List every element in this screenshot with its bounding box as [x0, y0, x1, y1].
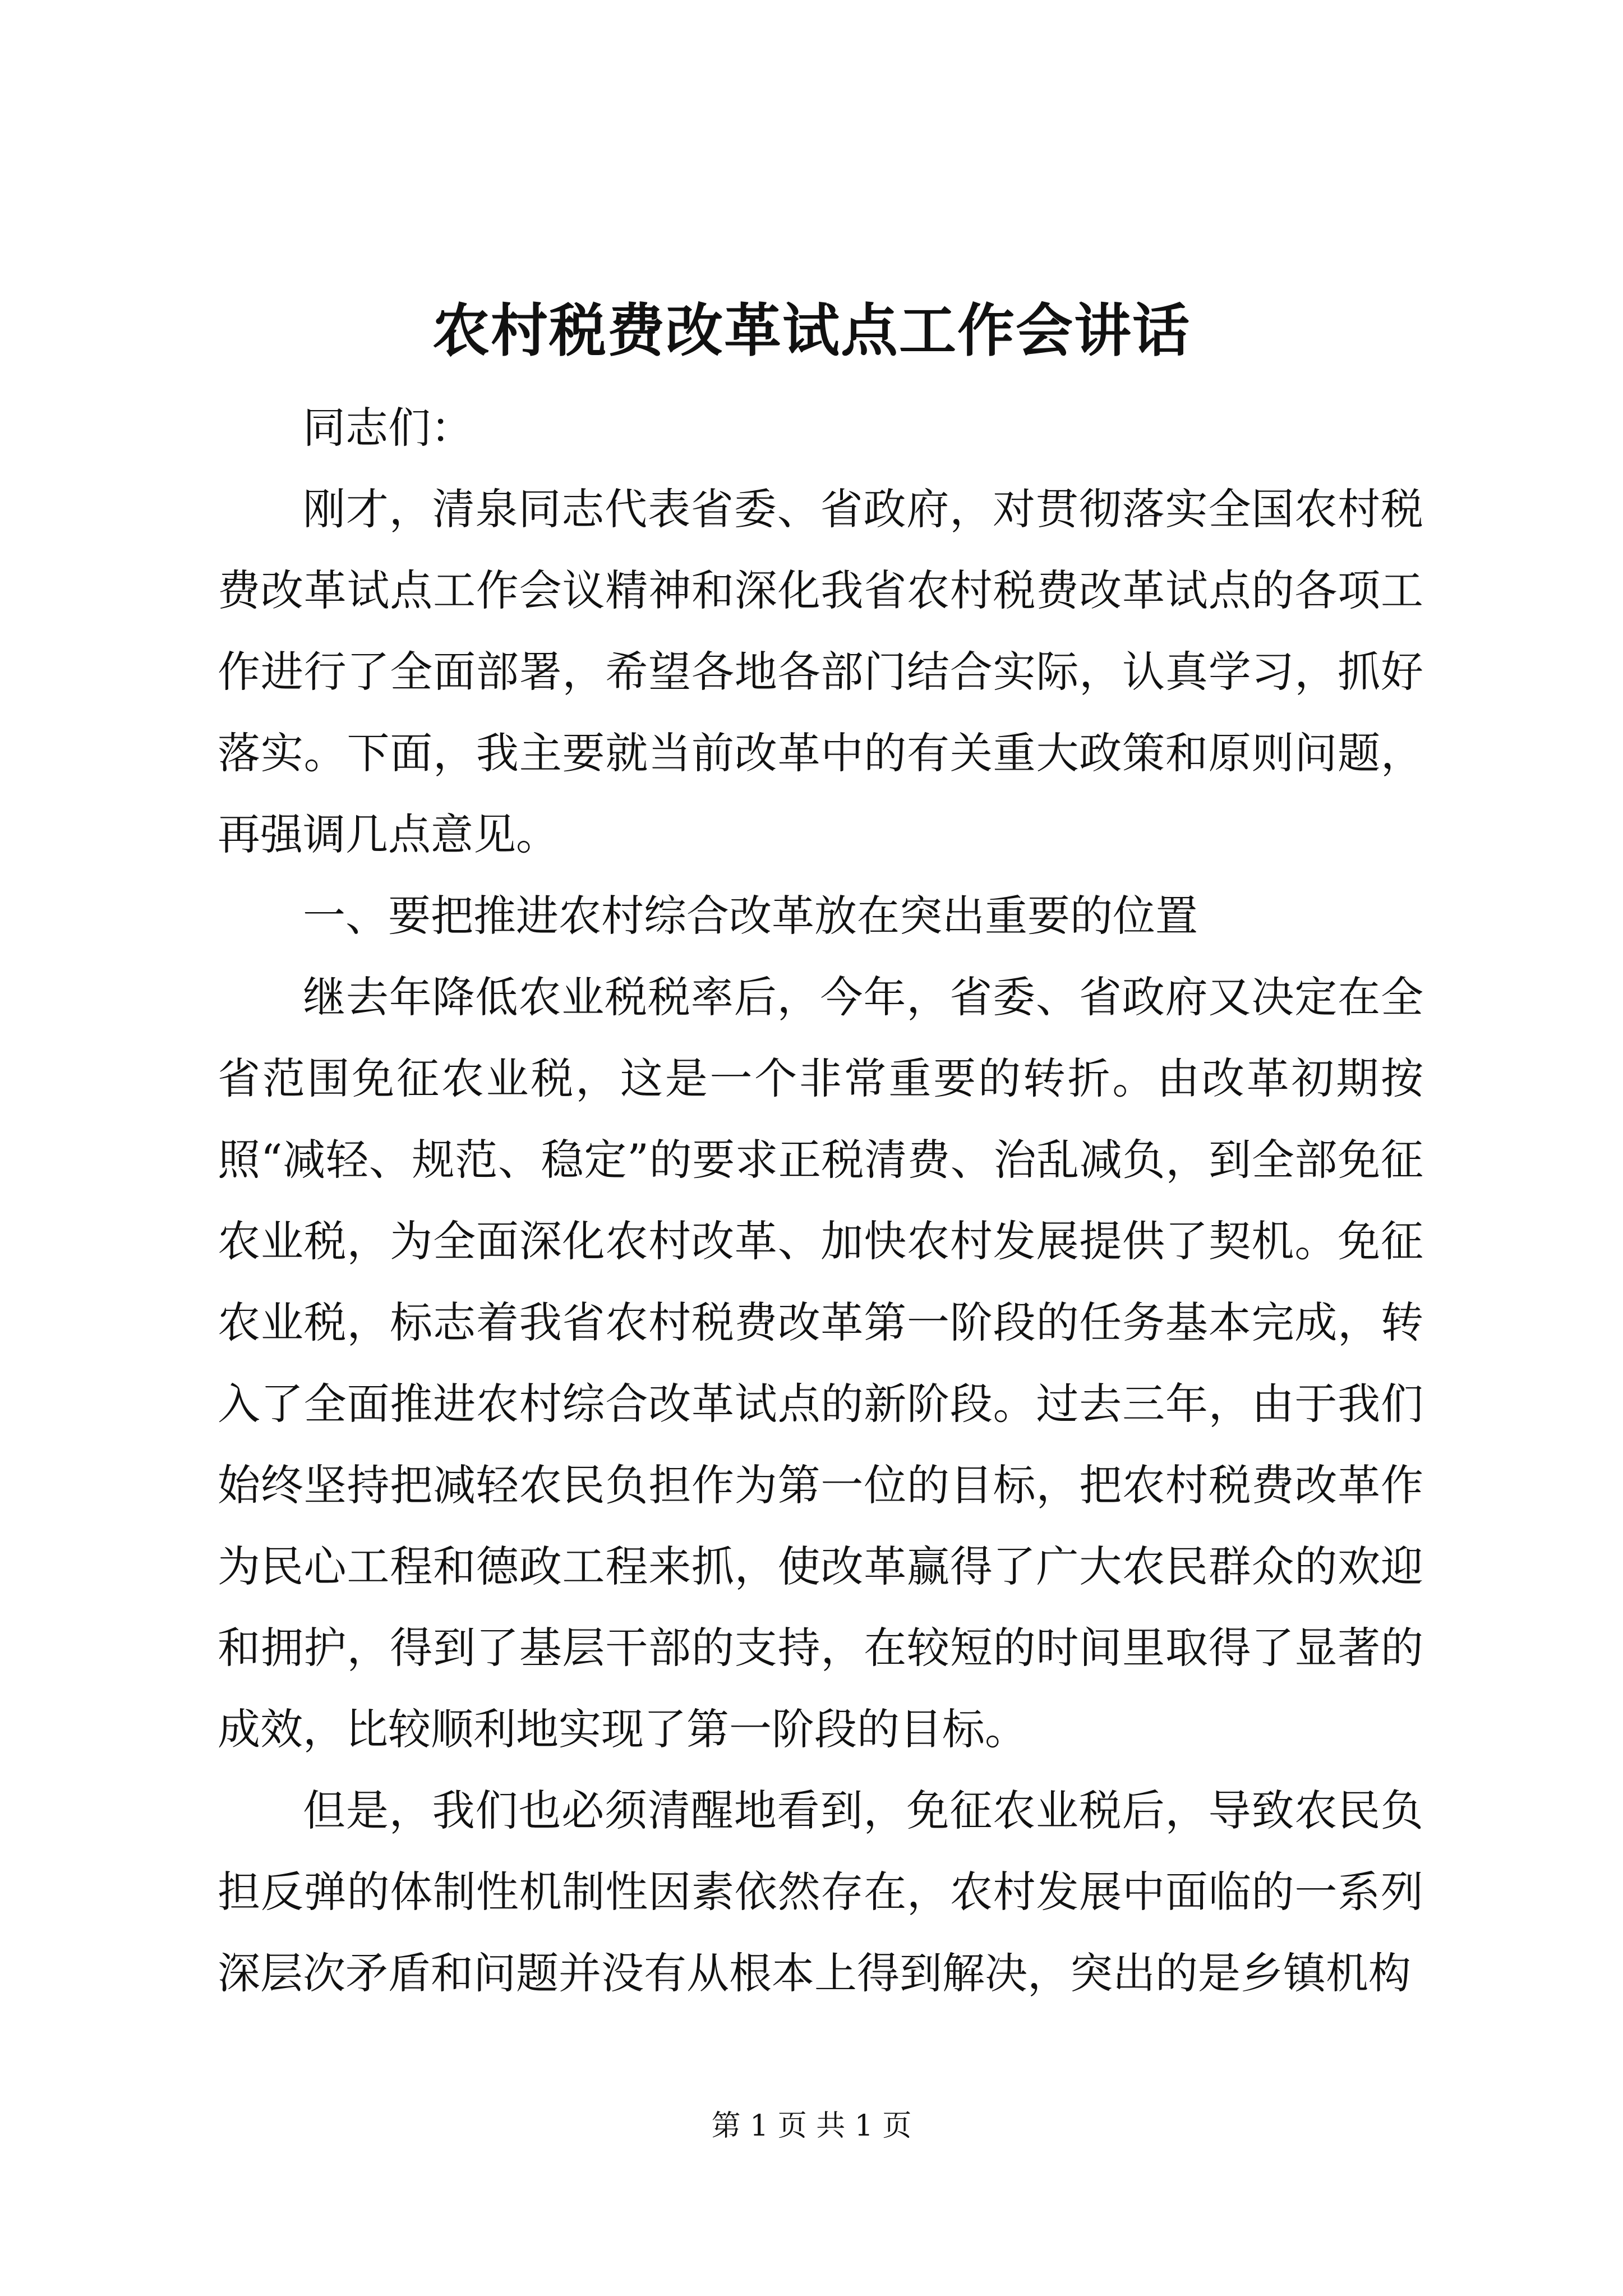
page-footer: 第 1 页 共 1 页 [711, 2109, 912, 2143]
intro-paragraph: 刚才，清泉同志代表省委、省政府，对贯彻落实全国农村税费改革试点工作会议精神和深化我省农村税费改革试点的各项工作进行了全面部署，希望各地各部门结合实际，认真学习，抓好落实。下面，我主要就当前改革中的有关重大政策和原则问题，再强调几点意见。 [218, 484, 1423, 859]
body-paragraph: 但是，我们也必须清醒地看到，免征农业税后，导致农民负担反弹的体制性机制性因素依然存在，农村发展中面临的一系列深层次矛盾和问题并没有从根本上得到解决，突出的是乡镇机构 [218, 1786, 1423, 1998]
section-heading: 一、要把推进农村综合改革放在突出重要的位置 [303, 891, 1198, 941]
salutation-paragraph: 同志们： [303, 403, 473, 453]
body-paragraph: 继去年降低农业税税率后，今年，省委、省政府又决定在全省范围免征农业税，这是一个非常重要的转折。由改革初期按照“减轻、规范、稳定”的要求正税清费、治乱减负，到全部免征农业税，为全面深化农村改革、加快农村发展提供了契机。免征农业税，标志着我省农村税费改革第一阶段的任务基本完成，转入了全面推进农村综合改革试点的新阶段。过去三年，由于我们始终坚持把减轻农民负担作为第一位的目标，把农村税费改革作为民心工程和德政工程来抓，使改革赢得了广大农民群众的欢迎和拥护，得到了基层干部的支持，在较短的时间里取得了显著的成效，比较顺利地实现了第一阶段的目标。 [218, 972, 1423, 1754]
document-title: 农村税费改革试点工作会讲话 [432, 297, 1191, 365]
document-body [218, 387, 1423, 2014]
